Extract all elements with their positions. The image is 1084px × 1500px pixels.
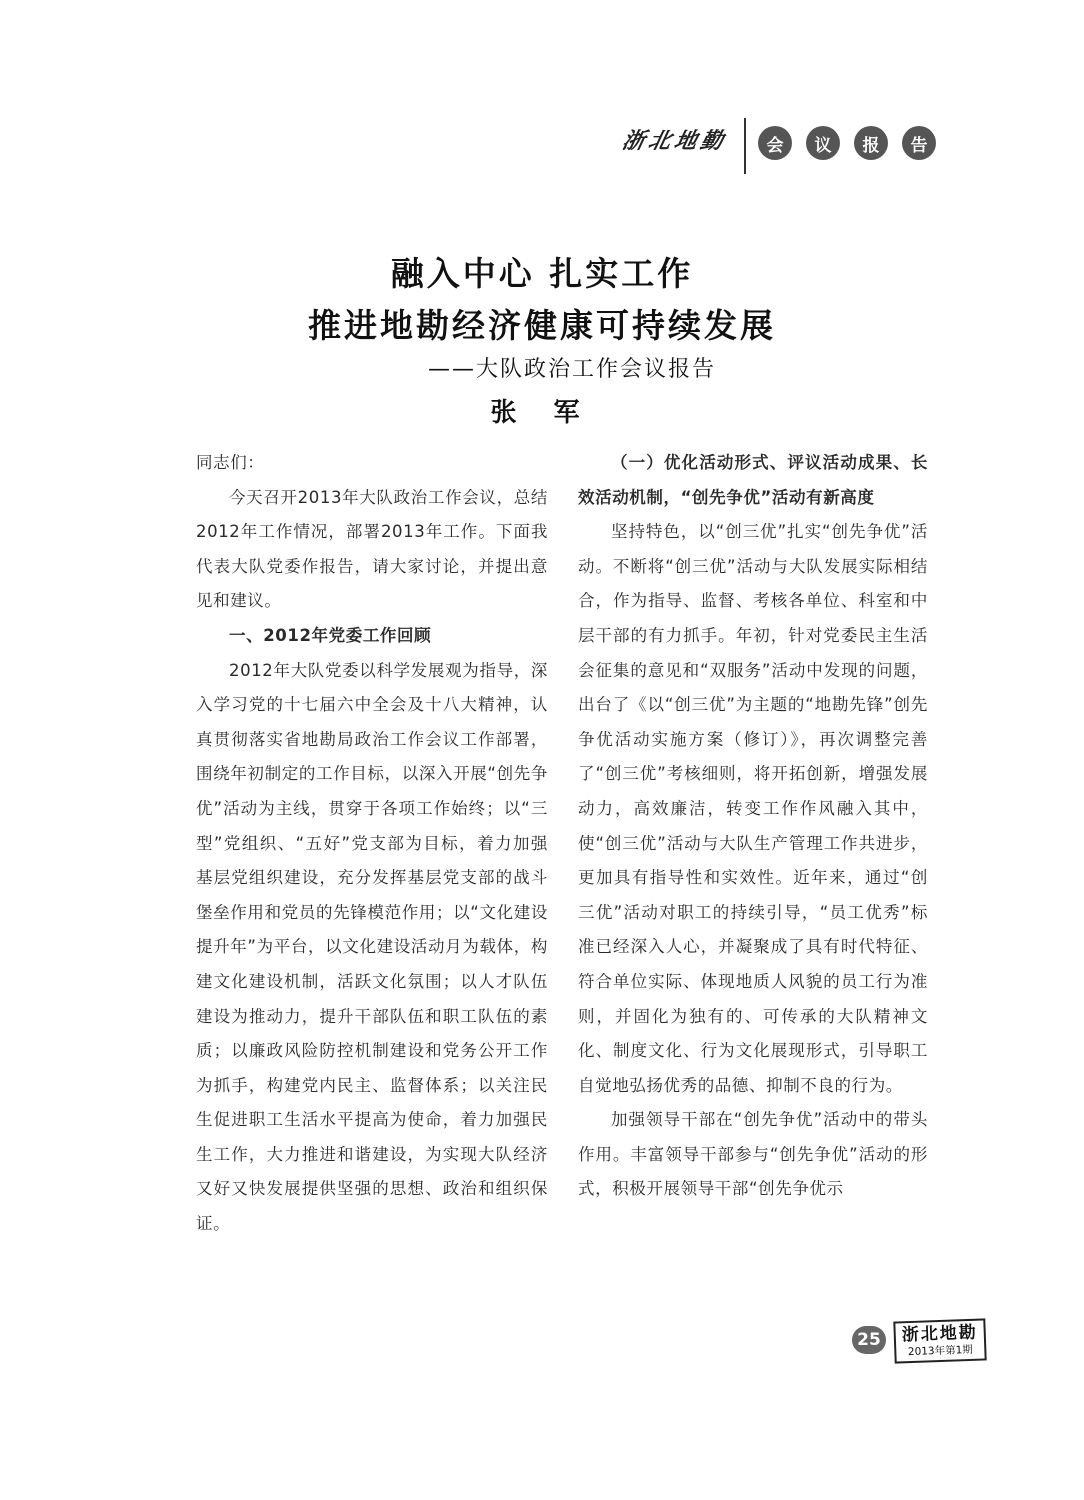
- article-author: 张 军: [490, 398, 594, 428]
- salutation: 同志们：: [196, 453, 265, 472]
- magazine-logo: [893, 1318, 986, 1363]
- left-column: [196, 446, 548, 1242]
- section-label: [758, 126, 936, 166]
- magazine-title: 浙北地勘: [901, 1322, 979, 1346]
- paragraph: 今天召开2013年大队政治工作会议，总结2012年工作情况，部署2013年工作。下面我代表大队党委作报告，请大家讨论，并提出意见和建议。: [196, 487, 548, 611]
- paragraph: 加强领导干部在“创先争优”活动中的带头作用。丰富领导干部参与“创先争优”活动的形式，积极开展领导干部“创先争优示: [578, 1110, 928, 1199]
- header-divider: [744, 118, 746, 174]
- article-title-line1: 融入中心 扎实工作: [390, 254, 694, 293]
- page-number: 25: [852, 1326, 886, 1354]
- subsection-heading: （一）优化活动形式、评议活动成果、长效活动机制，“创先争优”活动有新高度: [578, 453, 928, 507]
- header-brand: 浙北地勤: [619, 128, 730, 154]
- issue-label: 2013年第1期: [907, 1343, 973, 1359]
- section-char: 议: [806, 126, 840, 160]
- paragraph: 坚持特色，以“创三优”扎实“创先争优”活动。不断将“创三优”活动与大队发展实际相结合，作为指导、监督、考核各单位、科室和中层干部的有力抓手。年初，针对党委民主生活会征集的意见和“双服务”活动中发现的问题，出台了《以“创三优”为主题的“地勘先锋”创先争优活动实施方案（修订）》，再次调整完善了“创三优”考核细则，将开拓创新，增强发展动力，高效廉洁，转变工作作风融入其中，使“创三优”活动与大队生产管理工作共进步，更加具有指导性和实效性。近年来，通过“创三优”活动对职工的持续引导，“员工优秀”标准已经深入人心，并凝聚成了具有时代特征、符合单位实际、体现地质人风貌的员工行为准则，并固化为独有的、可传承的大队精神文化、制度文化、行为文化展现形式，引导职工自觉地弘扬优秀的品德、抑制不良的行为。: [578, 522, 928, 1095]
- article-subtitle: ——大队政治工作会议报告: [427, 357, 716, 382]
- article-title-line2: 推进地勘经济健康可持续发展: [308, 306, 776, 345]
- section-char: 会: [758, 126, 792, 160]
- section-heading: 一、2012年党委工作回顾: [229, 625, 432, 645]
- section-char: 报: [854, 126, 888, 160]
- paragraph: 2012年大队党委以科学发展观为指导，深入学习党的十七届六中全会及十八大精神，认真贯彻落实省地勘局政治工作会议工作部署，围绕年初制定的工作目标，以深入开展“创先争优”活动为主线，贯穿于各项工作始终；以“三型”党组织、“五好”党支部为目标，着力加强基层党组织建设，充分发挥基层党支部的战斗堡垒作用和党员的先锋模范作用；以“文化建设提升年”为平台，以文化建设活动月为载体，构建文化建设机制，活跃文化氛围；以人才队伍建设为推动力，提升干部队伍和职工队伍的素质；以廉政风险防控机制建设和党务公开工作为抓手，构建党内民主、监督体系；以关注民生促进职工生活水平提高为使命，着力加强民生工作，大力推进和谐建设，为实现大队经济又好又快发展提供坚强的思想、政治和组织保证。: [196, 660, 548, 1234]
- section-char: 告: [902, 126, 936, 160]
- right-column: [578, 446, 928, 1207]
